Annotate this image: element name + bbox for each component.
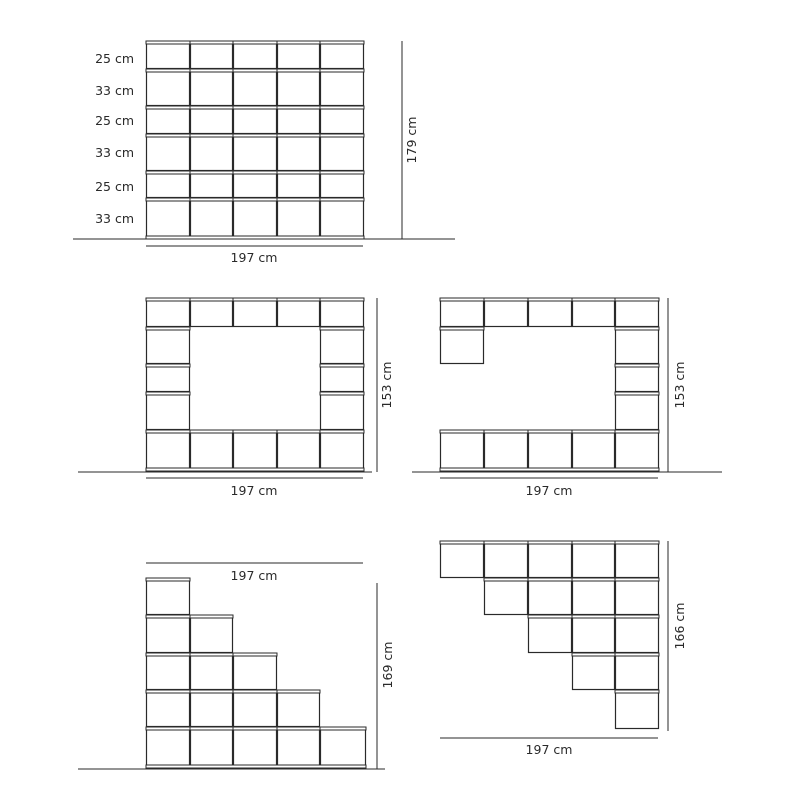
shelf-cube [233, 727, 277, 767]
shelf-cube [528, 578, 572, 615]
shelf-cube [615, 653, 659, 690]
shelf-cube [190, 134, 233, 171]
shelf-cube [277, 198, 320, 238]
shelf-cube [320, 171, 364, 198]
shelf-cube [277, 69, 320, 106]
shelf-cube [572, 615, 615, 653]
shelf-cube [528, 615, 572, 653]
shelf-cube [146, 327, 190, 364]
shelf-cube [320, 134, 364, 171]
shelf-cube [615, 690, 659, 729]
row-label-5: 25 cm [95, 179, 134, 194]
shelf-cube [572, 578, 615, 615]
shelf-cube [615, 578, 659, 615]
base-board [146, 468, 364, 471]
height-dimension [668, 298, 687, 472]
row-label-2: 33 cm [95, 83, 134, 98]
shelf-cube [277, 106, 320, 134]
shelf-cube [146, 727, 190, 767]
shelf-cube [146, 653, 190, 690]
width-dimension [146, 478, 363, 498]
shelf-cube [615, 364, 659, 392]
height-label: 166 cm [672, 602, 687, 650]
staircase-down-bookcase [440, 541, 659, 729]
shelf-cube [233, 134, 277, 171]
shelf-cube [146, 578, 190, 615]
shelf-cube [440, 327, 484, 364]
shelf-cube [190, 430, 233, 470]
full-grid-bookcase [146, 41, 364, 239]
c-shape-bookcase [440, 298, 659, 471]
config-full-grid [73, 41, 455, 265]
height-label: 153 cm [379, 361, 394, 409]
shelf-cube [484, 430, 528, 470]
shelf-cube [615, 430, 659, 470]
shelf-cube [484, 541, 528, 578]
shelf-cube [572, 430, 615, 470]
shelf-cube [440, 430, 484, 470]
shelf-cube [320, 430, 364, 470]
shelf-cube [146, 364, 190, 392]
height-label: 179 cm [404, 116, 419, 164]
config-frame [78, 298, 394, 498]
config-staircase-down [440, 541, 687, 757]
shelf-cube [190, 298, 233, 327]
shelf-cube [484, 578, 528, 615]
shelf-cube [233, 653, 277, 690]
shelf-cube [190, 653, 233, 690]
shelf-cube [440, 541, 484, 578]
shelf-cube [320, 41, 364, 69]
shelf-cube [572, 653, 615, 690]
shelf-cube [146, 298, 190, 327]
shelf-cube [320, 727, 366, 767]
shelf-cube [320, 392, 364, 430]
base-board [146, 236, 364, 239]
config-c-shape [412, 298, 722, 498]
row-label-1: 25 cm [95, 51, 134, 66]
shelf-cube [190, 690, 233, 727]
width-label: 197 cm [230, 483, 278, 498]
shelf-cube [190, 727, 233, 767]
shelf-cube [190, 41, 233, 69]
shelf-cube [320, 106, 364, 134]
shelf-cube [146, 171, 190, 198]
shelf-cube [146, 615, 190, 653]
shelf-cube [277, 690, 320, 727]
shelf-cube [233, 298, 277, 327]
shelf-cube [277, 171, 320, 198]
width-dimension [440, 738, 658, 757]
shelf-cube [320, 298, 364, 327]
shelf-cube [528, 430, 572, 470]
row-height-labels [95, 51, 134, 226]
row-label-4: 33 cm [95, 145, 134, 160]
height-dimension [377, 298, 394, 472]
height-label: 169 cm [380, 641, 395, 689]
height-label: 153 cm [672, 361, 687, 409]
shelf-cube [320, 69, 364, 106]
shelf-cube [146, 430, 190, 470]
shelf-cube [146, 198, 190, 238]
shelf-cube [320, 198, 364, 238]
shelf-cube [277, 298, 320, 327]
shelf-cube [233, 106, 277, 134]
shelf-cube [615, 298, 659, 327]
shelf-cube [320, 327, 364, 364]
shelf-cube [277, 134, 320, 171]
shelf-cube [484, 298, 528, 327]
width-label: 197 cm [230, 250, 278, 265]
shelf-cube [233, 690, 277, 727]
shelf-cube [615, 327, 659, 364]
shelf-cube [146, 690, 190, 727]
row-label-6: 33 cm [95, 211, 134, 226]
width-dimension [146, 246, 363, 265]
shelf-cube [146, 392, 190, 430]
shelf-cube [190, 198, 233, 238]
shelf-cube [615, 615, 659, 653]
shelf-cube [190, 615, 233, 653]
shelf-cube [528, 541, 572, 578]
shelf-cube [277, 727, 320, 767]
shelf-cube [233, 69, 277, 106]
shelf-cube [233, 430, 277, 470]
width-label: 197 cm [230, 568, 278, 583]
shelf-cube [146, 69, 190, 106]
row-label-3: 25 cm [95, 113, 134, 128]
shelf-cube [320, 364, 364, 392]
width-dimension [440, 478, 658, 498]
config-staircase-up [78, 563, 395, 769]
shelf-cube [572, 298, 615, 327]
shelf-cube [233, 171, 277, 198]
shelf-cube [528, 298, 572, 327]
shelf-cube [146, 106, 190, 134]
width-label: 197 cm [525, 742, 573, 757]
shelf-cube [615, 541, 659, 578]
shelf-cube [277, 430, 320, 470]
frame-bookcase [146, 298, 364, 471]
shelf-cube [233, 198, 277, 238]
shelf-cube [615, 392, 659, 430]
shelf-cube [233, 41, 277, 69]
height-dimension [377, 583, 395, 769]
shelf-cube [190, 171, 233, 198]
shelf-cube [146, 134, 190, 171]
shelf-cube [190, 106, 233, 134]
shelf-cube [277, 41, 320, 69]
shelf-cube [440, 298, 484, 327]
shelf-cube [572, 541, 615, 578]
height-dimension [668, 541, 687, 731]
staircase-up-bookcase [146, 578, 366, 768]
shelf-cube [146, 41, 190, 69]
width-label: 197 cm [525, 483, 573, 498]
shelf-cube [190, 69, 233, 106]
base-board [440, 468, 659, 471]
height-dimension [402, 41, 419, 239]
base-board [146, 765, 366, 768]
